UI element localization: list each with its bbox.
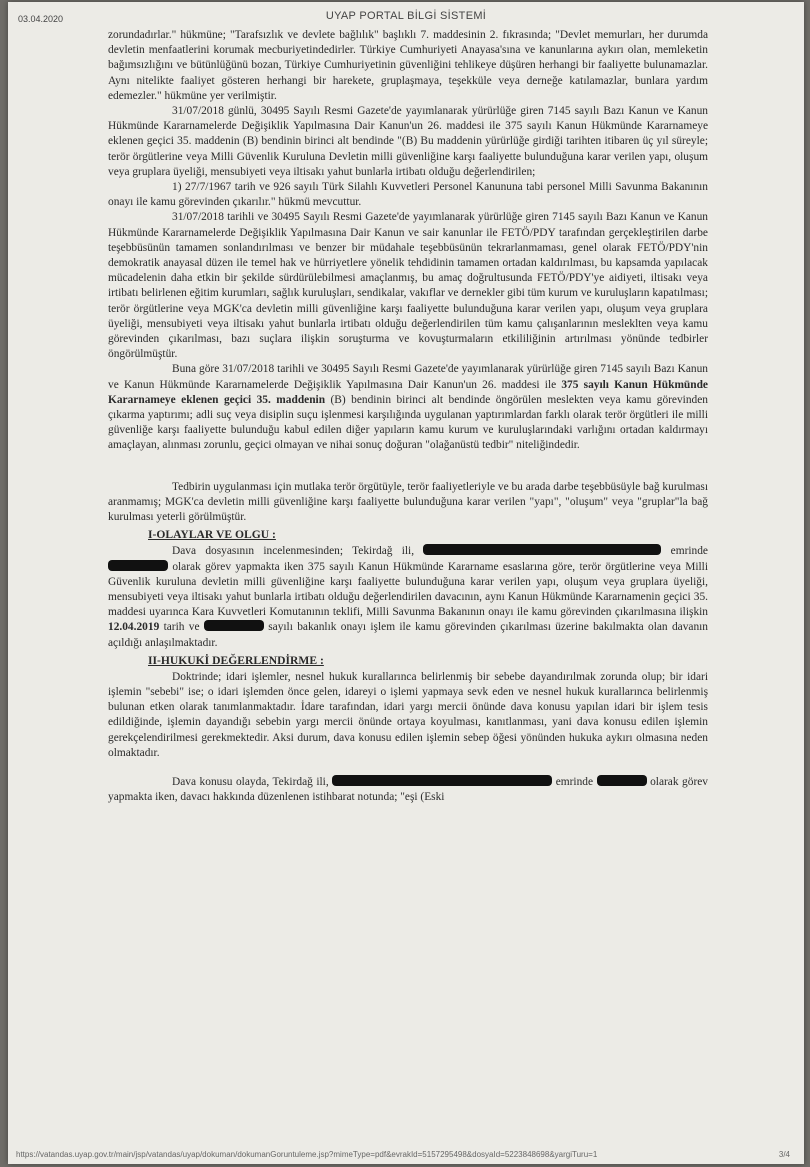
paragraph-khk-375: 31/07/2018 günlü, 30495 Sayılı Resmi Gazete'de yayımlanarak yürürlüğe giren 7145 sayılı Bazı Kanun ve Kanun Hükmünde Kararnamelerde Değişiklik Yapılmasına Dair Kanun'un 26. maddesi ile 375 sayılı Kanun Hükmünde Kararnameye eklenen geçici 35. maddenin (B) bendinin birinci alt bendinde "(B) Bu maddenin yürürlüğe girdiği tarihten itibaren üç yıl süreyle; terör örgütlerine veya Milli Güvenlik Kuruluna Devletin milli güvenliğine karşı faaliyette bulunduğuna karar verilen yapı, oluşum veya gruplara üyeliği, mensubiyeti veya iltisakı yahut bunlarla irtibatı olduğu değerlendirilen; xyxy=(108,105,708,178)
redaction-bar xyxy=(597,775,647,786)
redaction-bar xyxy=(423,544,661,555)
redaction-bar xyxy=(108,560,168,571)
paragraph-926-personnel: 1) 27/7/1967 tarih ve 926 sayılı Türk Silahlı Kuvvetleri Personel Kanununa tabi personel Milli Savunma Bakanının onayı ile kamu görevinden çıkarılır." hükmü mevcuttur. xyxy=(108,181,708,209)
section-heading-facts: I-OLAYLAR VE OLGU : xyxy=(148,528,276,542)
paragraph-link-requirement: Tedbirin uygulanması için mutlaka terör örgütüyle, terör faaliyetleriyle ve bu arada darbe teşebbüsüyle bağ kurulması aranmamış; MGK'ca devletin milli güvenliğine karşı faaliyette bulunduğuna karar verilen "yapı", "oluşum" veya "gruplar"la bağ kurulması yeterli görülmüştür. xyxy=(108,480,708,524)
page-number: 3/4 xyxy=(778,1150,790,1159)
section-heading-legal-assessment: II-HUKUKİ DEĞERLENDİRME : xyxy=(148,653,324,667)
paragraph-statute-quote: zorundadırlar." hükmüne; "Tarafsızlık ve devlete bağlılık" başlıklı 7. maddesinin 2. fıkrasında; "Devlet memurları, her durumda devletin menfaatlerini korumak mecburiyetindedirler. Türkiye Cumhuriyeti Anayasa'sına ve kanunlarına aykırı olan, memleketin bağımsızlığını ve bütünlüğünü bozan, Türkiye Cumhuriyetinin güvenliğini tehlikeye düşüren herhangi bir faaliyette bulunamazlar. Aynı nitelikte faaliyet gösteren herhangi bir harekete, gruplaşmaya, teşekküle veya derneğe katılamazlar, bunlara yardım edemezler." hükmüne yer verilmiştir. xyxy=(108,29,708,102)
paragraph-extraordinary-measure: Buna göre 31/07/2018 tarihli ve 30495 Sayılı Resmi Gazete'de yayımlanarak yürürlüğe giren 7145 sayılı Bazı Kanun ve Kanun Hükmünde Kararnamelerde Değişiklik Yapılmasına Dair Kanun'un 26. maddesi ile 375 sayılı Kanun Hükmünde Kararnameye eklenen geçici 35. maddenin (B) bendinin birinci alt bendinde öngörülen meslekten veya kamu görevinden çıkarma yaptırımı; adli suç veya disiplin suçu işlenmesi karşılığında uygulanan yaptırımlardan farklı olarak terör örgütleri ile milli güvenliğe karşı faaliyette bulunduğu kabul edilen diğer yapıların kamu kurum ve kuruluşlarındaki varlığını ortadan kaldırmayı amaçlayan, alınması zorunlu, geçici olmayan ve nihai sonuç doğuran "olağanüstü tedbir" niteliğindedir. xyxy=(108,363,708,452)
paragraph-doctrine: Doktrinde; idari işlemler, nesnel hukuk kurallarınca belirlenmiş bir sebebe dayandırılmak zorunda olup; bir idari işlemin "sebebi" ise; o idari işlemden önce gelen, idareyi o işlemi yapmaya sevk eden ve nesnel hukuk kurallarınca belirlenmiş bulunan etken olarak tanımlanmaktadır. İdare tarafından, idari yargı mercii önünde dava konusu yapılan idari bir işlem tesis edildiğinde, işlemin dayandığı sebebin yargı mercii önünde ortaya koyulması, kanıtlanması, yani dava konusu edilen işlemin gerekçelendirilmesi gerekmektedir. Aksi durum, dava konusu edilen işlemin sebep öğesi yönünden hukuka aykırı olmasına neden olmaktadır. xyxy=(108,670,708,759)
document-page xyxy=(8,2,804,1164)
bold-khk-reference: 375 sayılı Kanun Hükmünde Kararnameye eklenen geçici 35. maddenin xyxy=(108,378,708,406)
footer-url: https://vatandas.uyap.gov.tr/main/jsp/vatandas/uyap/dokuman/dokumanGoruntuleme.jsp?mimeType=pdf&evrakId=5157295498&dosyaId=5223848698&yargiTuru=1 xyxy=(16,1150,598,1159)
redaction-bar xyxy=(332,775,552,786)
paragraph-facts: Dava dosyasının incelenmesinden; Tekirdağ ili, emrinde olarak görev yapmakta iken 375 sayılı Kanun Hükmünde Kararname esaslarına göre, terör örgütlerine veya Milli Güvenlik kuruluna devletin milli güvenliğine karşı faaliyette bulunduğuna karar verilen yapı, oluşum veya gruplara üyeliği, mensubiyeti veya iltisakı yahut bunlarla irtibatı olduğu değerlendirilen davacının, aynı Kanun Hükmünde Kararnamenin geçici 35. maddesi uyarınca Kara Kuvvetleri Komutanının teklifi, Milli Savunma Bakanının onayı ile kamu görevinden çıkarılmasına ilişkin 12.04.2019 tarih ve sayılı bakanlık onayı işlem ile kamu görevinden çıkarılması üzerine bakılmakta olan davanın açıldığı anlaşılmaktadır. xyxy=(108,545,708,649)
page-header-title: UYAP PORTAL BİLGİ SİSTEMİ xyxy=(325,10,487,22)
paragraph-case-subject: Dava konusu olayda, Tekirdağ ili, emrinde olarak görev yapmakta iken, davacı hakkında düzenlenen istihbarat notunda; "eşi (Eski xyxy=(108,775,708,804)
redaction-bar xyxy=(204,620,264,631)
bold-approval-date: 12.04.2019 xyxy=(108,621,160,634)
document-body xyxy=(108,28,708,805)
print-date: 03.04.2020 xyxy=(18,14,64,24)
paragraph-7145-purpose: 31/07/2018 tarihli ve 30495 Sayılı Resmi Gazete'de yayımlanarak yürürlüğe giren 7145 sayılı Bazı Kanun ve Kanun Hükmünde Kararnamelerde Değişiklik Yapılmasına Dair Kanun ve sair kanunlar ile FETÖ/PDY tarafından gerçekleştirilen darbe teşebbüsünün tamamen sonlandırılması ve benzer bir müdahale teşebbüsünün tekrarlanmaması, genel olarak FETÖ/PDY'nin demokratik anayasal düzen ile temel hak ve hürriyetlere yönelik tehdidinin tamamen ortadan kaldırılması, bu kapsamda yapılacak mücadelenin daha etkin bir şekilde sürdürülebilmesi amaçlanmış, bu amaç doğrultusunda FETÖ/PDY'ye aidiyeti, iltisakı veya irtibatı belirlenen eğitim kurumları, sağlık kuruluşları, sendikalar, vakıflar ve dernekler gibi tüm kurum ve kuruluşların kapatılması; terör örgütlerine veya MGK'ca devletin milli güvenliğine karşı faaliyette bulunduğuna karar verilen yapı, oluşum veya gruplara üyeliği, mensubiyeti veya iltisakı yahut bunlarla irtibatı olduğu değerlendirilen tüm kamu çalışanlarının mesleklten veya kamu görevinden çıkarılması, bazı suçlara ilişkin soruşturma ve kovuşturmaların etkililiğinin artırılması yönünde tedbirler öngörülmüştür. xyxy=(108,211,708,361)
